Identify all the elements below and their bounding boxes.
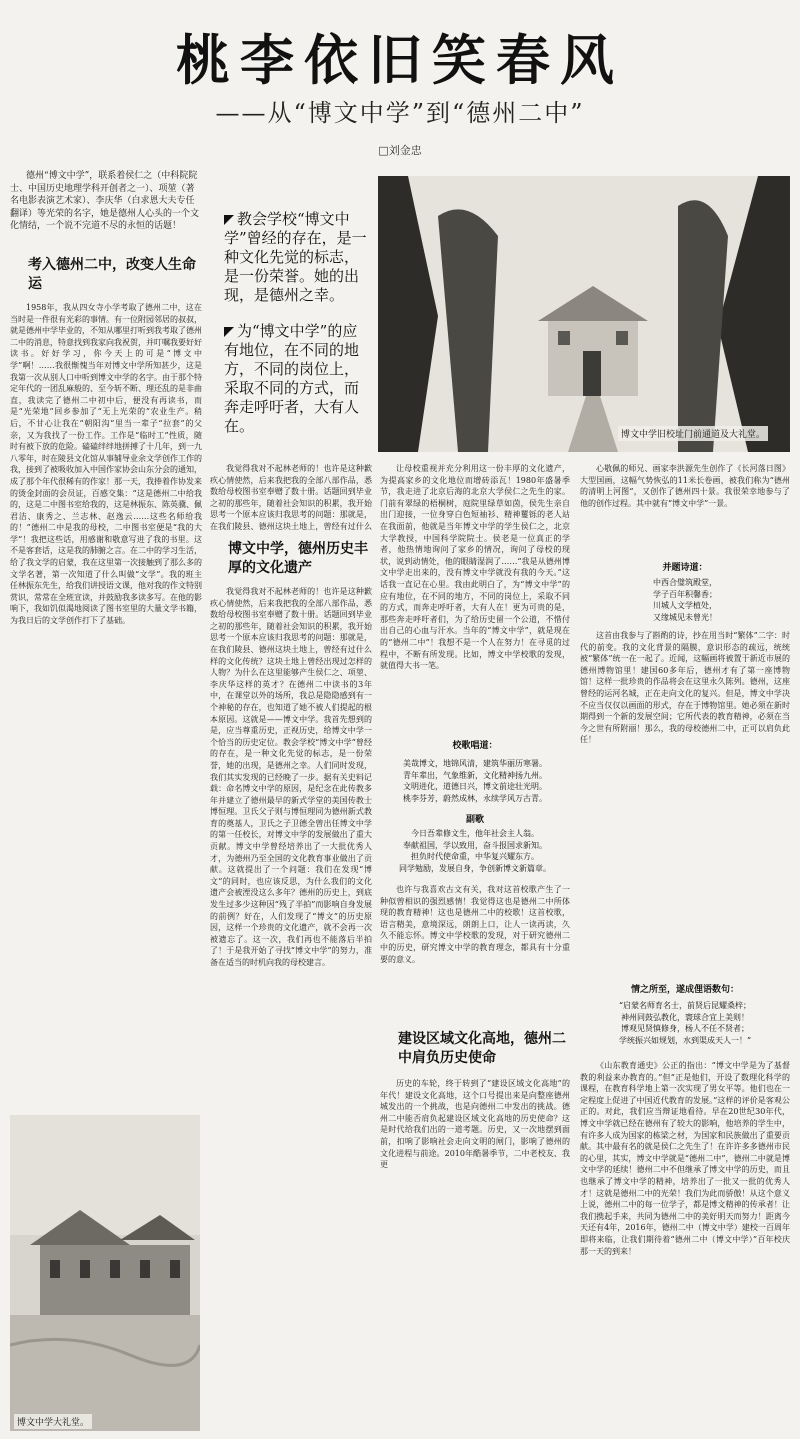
column-1-body: 1958年，我从四女寺小学考取了德州二中，这在当时是一件很有光彩的事情。有一位附园邻居的叔叔，就是德州中学毕业的，不知从哪里打听到我考取了德州二中的消息，特意找到我家向我祝贺，并叮嘱我要好好读书。好好学习，你今天上的可是“博文中学”啊！……我很惭愧当年对博文中学所知甚少，这是我第一次从别人口中听到博文中学的名字。由于那个特定年代的一团乱麻般的、至今斩不断、理还乱的是非曲直，我读完了德州二中初中后，便没有再读书，而是“光荣地”回乡参加了“无上光荣的”农业生产。稍后，不甘心让我在“朝阳沟”里当一辈子“拉套”的父亲，又为我找了一份工作。工作是“临时工”性质，随时有被下放的危险。磕磕绊绊地拼搏了十几年，到一九八零年，时在陵县文化馆从事辅导业余文学创作工作的我，接到了被吸收加入中国作家协会山东分会的通知，成了那个年代很稀有的作家！那一天，我捧着作协发来的烫金封面的会员证，百感交集：“这是德州二中给我的，这是二中图书室给我的，这是林振东、陈英骥、佩君洁、康秀之、兰志林、赵逸云……这些名师给我的！”德州二中是我的母校，二中图书室便是“我的大学”！我把这些话，用感谢和敬意写进了我的书里。这不是客套话，这是我的肺腑之言。在二中的学习生活，给了我文学的启蒙，我在这里第一次接触到了那么多的文学名著，第一次知道了什么叫做“文学”。我的班主任林振东先生，给我们讲授语文课，他对我的作文特别赏识，常常在全班宣读，并鼓励我多读多写。在他的影响下，我如饥似渴地阅读了图书室里的大量文学书籍，为我日后的文学创作打下了基础。: [10, 303, 202, 626]
chorus-line: 奉献祖国，学以致用，奋斗报国求新知。: [403, 840, 547, 850]
school-gate-photo: [378, 176, 790, 452]
column-4-body-c: 《山东教育通史》公正的指出：“博文中学是为了基督教的利益来办教育的。”但“正是他们，开设了数理化科学的课程，在教育科学地上第一次实现了男女平等。他们也在一定程度上促进了中国近代教育的发展。”这样的评价是客观公正的。对此，我们应当辩证地看待。早在20世纪30年代，博文中学就已经在德州有了较大的影响，他培养的学生中，有许多人成为国家的栋梁之材，为国家和民族做出了重要贡献。其中最有名的就是侯仁之先生了！在许许多多德州市民的心里，其实，博文中学就是“德州二中”，德州二中就是博文中学的延续！德州二中不但继承了博文中学的历史，而且也继承了博文中学的精神，培养出了一批又一批的优秀人才！这就是德州二中的光荣！我们为此而骄傲！从这个意义上说，德州二中的每一位学子，都是博文精神的传承者！让我们携起手来，共同为德州二中的美好明天而努力！距离今天还有4年，2016年，德州二中（博文中学）建校一百周年即将来临，让我们期待着“德州二中（博文中学）”百年校庆那一天的到来！: [580, 1061, 790, 1256]
song-line: 青年辈出，气象维新，文化精神扬九州。: [403, 770, 547, 780]
pull-quote-1: [224, 210, 370, 305]
school-song-lines: [380, 758, 570, 804]
auditorium-photo: [10, 1115, 200, 1431]
column-4-body-b: 这首由我参与了斟酌的诗，抄在用当时“繁体”二字：时代的前变。我的文化背景的隔膜，意识形态的疏远，统统被“繁体”统一在一起了。近闻，这幅画将被置于新近市展的德州博物馆里！建国60多年后，德州才有了第一座博物馆！这样一批珍贵的作品将会在这里永久陈列。德州，这座曾经的运河名城，正在走向文化的复兴。但是，博文中学决不应当仅仅以画面的形式，存在于博物馆里。她必须在新时期得到一个新的发展空间；它所代表的教育精神，必须在当今之世有所附丽！那么，我的母校德州二中，正可以肩负此任！: [580, 631, 790, 745]
poem-line: 学子百年积馨香；: [653, 589, 717, 599]
pull-quote-2: [224, 322, 370, 436]
article-intro: 德州“博文中学”，联系着侯仁之（中科院院士、中国历史地理学科开创者之一）、项堃（著名电影表演艺术家）、李庆华（白求恩大夫专任翻译）等光荣的名字，她是德州人心头的一个文化情结，一个说不完道不尽的永恒的话题！: [10, 171, 200, 232]
column-3-body-b: 也许与我喜欢古文有关，我对这首校歌产生了一种似曾相识的强烈感情！我觉得这也是德州二中所体现的教育精神！这也是德州二中的校歌！这首校歌，语言精美，意境深远，朗朗上口，让人一读再读，久久不能忘怀。博文中学校歌的发现，对于研究德州二中的历史，研究博文中学的教育理念，都具有十分重要的意义。: [380, 885, 570, 964]
poem-1-lines: [580, 577, 790, 623]
section-heading-2: 博文中学，德州历史丰厚的文化遗产: [228, 541, 368, 576]
school-gate-image: [378, 176, 790, 452]
quote-marker-icon: [224, 327, 234, 337]
article-subtitle: ——从“博文中学”到“德州二中”: [215, 99, 585, 127]
auditorium-image: [10, 1115, 200, 1431]
column-4-body: 心敬佩的师兄、画家李洪源先生创作了《长河落日图》大型国画，这幅气势恢弘的11米长卷画，被我们称为“德州的清明上河图”，又创作了德州四十景。我很荣幸地参与了他的创作过程。其中就有“博文中学”一景。: [580, 464, 790, 508]
section-heading-3: 建设区域文化高地，德州二中肩负历史使命: [398, 1031, 566, 1066]
poem-line: 又缘城见未曾光！: [653, 612, 717, 622]
poem-2-title: 情之所至，遂成俚语数句：: [630, 985, 739, 995]
chorus-line: 担负时代使命重，中华复兴耀东方。: [411, 852, 539, 861]
column-3-body-c: 历史的车轮，终于转到了“建设区域文化高地”的年代！建设文化高地，这个口号提出来是向整座德州城发出的一个挑战，也是向德州二中发出的挑战。德州二中能否肩负起建设区域文化高地的历史使命？这是时代给我们出的一道考题。历史，又一次地摆到面前，扣响了影响社会走向文明的闸门，影响了德州的文化进程与前途。2010年酷暑季节，二中老校友、我更: [380, 1079, 570, 1170]
quote-marker-icon: [224, 215, 234, 225]
song-line: 美哉博文，地锦风清，建筑华丽历寒暑。: [403, 759, 547, 768]
chorus-lines: [380, 828, 570, 874]
poem-1-title: 并题诗道：: [662, 563, 708, 573]
school-song-label: 校歌唱道：: [452, 741, 498, 751]
pull-quote-1-text: 教会学校“博文中学”曾经的存在，是一种文化先觉的标志，是一份荣誉。她的出现，是德州之幸。: [224, 210, 367, 304]
poem-line: 川城人文学植处，: [653, 601, 717, 610]
auditorium-caption: 博文中学大礼堂。: [14, 1414, 92, 1429]
column-2-body-text: 我觉得我对不起林老师的！也许是这种歉疚心情使然，后来我把我的全部八部作品，悉数给母校图书室奉赠了数十册。话题回到毕业之初的那些年，随着社会知识的积累，我开始思考一个原本应该归我思考的问题：那就是，在我们陵县、德州这块土地上，曾经有过什么样的文化传统？这块土地上曾经出现过怎样的人物？为什么在这里能够产生侯仁之、项堃、李庆华这样的英才？在德州二中读书的3年中，在课堂以外的场所，我总是隐隐感到有一个神秘的存在，也知道了她不被人们提起的根本原因。这就是——博文中学。我首先想到的是，应当尊重历史，正视历史，给博文中学一个恰当的历史定位。教会学校“博文中学”曾经的存在，是一种文化先觉的标志，是一份荣誉，她的出现，是德州之幸。人们同时发现，我们其实发现的已经晚了一步。据有关史料记载：命名博文中学的原因，是纪念在此传教多年并建立了德州最早的新式学堂的美国传教士博恒理。卫氏父子则与博恒理同为德州新式教育的奠基人，卫氏之子卫德全曾出任博文中学的第一任校长，对博文中学的发展做出了重大贡献。博文中学曾经培养出了一大批优秀人才，为德州乃至全国的文化教育事业做出了贡献。这就提出了一个问题：我们在发现“博文”的同时，也应该反思，为什么我们的文化遗产会被湮没这么多年？德州的历史上，到底发生过多少这种因“残了半拍”而影响自身发展的前例？好在，人们发现了“博文”的历史原因，这样一个珍贵的文化遗产，就不会再一次被遗忘了。这一次，我们再也不能落后半拍了！于是我开始了寻找“博文中学”的努力，准备在适当的时机向我的母校建言。: [210, 587, 372, 967]
column-2-body-b: [210, 586, 372, 1431]
poem-line: 学统振兴如规划，水到渠成天人一！”: [618, 1035, 752, 1045]
article-title: 桃李依旧笑春风: [176, 28, 624, 92]
pull-quote-2-text: 为“博文中学”的应有地位，在不同的地方，不同的岗位上，采取不同的方式，而奔走呼吁者，大有人在。: [224, 322, 360, 435]
poem-line: 神州同鼓弘教化，寰球合宜上美则！: [621, 1012, 749, 1022]
poem-line: 中西合璧筑殿堂，: [653, 578, 717, 587]
school-gate-caption: 博文中学旧校址门前通道及大礼堂。: [618, 426, 768, 441]
chorus-line: 今日吾辈修文生，他年社会主人翁。: [411, 829, 539, 838]
section-heading-1: 考入德州二中，改变人生命运: [28, 257, 196, 292]
song-line: 文明进化，道德日兴，博文前途壮光明。: [403, 782, 547, 791]
column-3-body: 让母校重视并充分利用这一份丰厚的文化遗产，为提高家乡的文化地位而增砖添瓦！1980年盛暑季节，我走进了北京后海的北京大学侯仁之先生的家。门前有翠绿的梧桐树，庭院里绿草如茵，侯先生亲自出门迎接，一位身穿白色短袖衫、精神矍铄的老人站在我面前，他就是当年博文中学的学生侯仁之，北京大学教授，中国科学院院士。侯老是一位真正的学者，他热情地询问了家乡的情况，询问了母校的现状，说到动情处，他的眼睛湿润了……“我是从德州博文中学走出来的，没有博文中学就没有我的今天。”这话我一直记在心里。我由此明白了，为“博文中学”的应有地位，在不同的地方，不同的岗位上，采取不同的方式，而奔走呼吁者，大有人在！更为可贵的是，那些奔走呼吁者们，为了给历史留一个公道，不惜付出自己的心血与汗水。当年的“博文中学”，就是现在的“德州二中”！我想不是一个人在努力！在寻觅的过程中，不断有所发现。比如，博文中学校歌的发现，就值得大书一笔。: [380, 464, 570, 671]
song-line: 桃李芬芳，蔚然成林，永续学风万古青。: [403, 793, 547, 803]
article-author: □刘金忠: [378, 144, 422, 157]
poem-2-lines: [580, 1000, 790, 1046]
poem-line: 博观见贤慎修身，杨人不任不贤者；: [621, 1024, 749, 1033]
chorus-line: 同学勉励，发展自身，争创新博文新篇章。: [399, 863, 551, 873]
chorus-title: 副歌: [465, 815, 484, 825]
poem-line: “启蒙名师育名士，前贤后昆耀桑梓；: [618, 1001, 752, 1010]
column-2-body-a: 我觉得我对不起林老师的！也许是这种歉疚心情使然，后来我把我的全部八部作品，悉数给母校图书室奉赠了数十册。话题回到毕业之初的那些年，随着社会知识的积累，我开始思考一个原本应该归我思考的问题：那就是，在我们陵县、德州这块土地上，曾经有过什么: [210, 464, 372, 531]
